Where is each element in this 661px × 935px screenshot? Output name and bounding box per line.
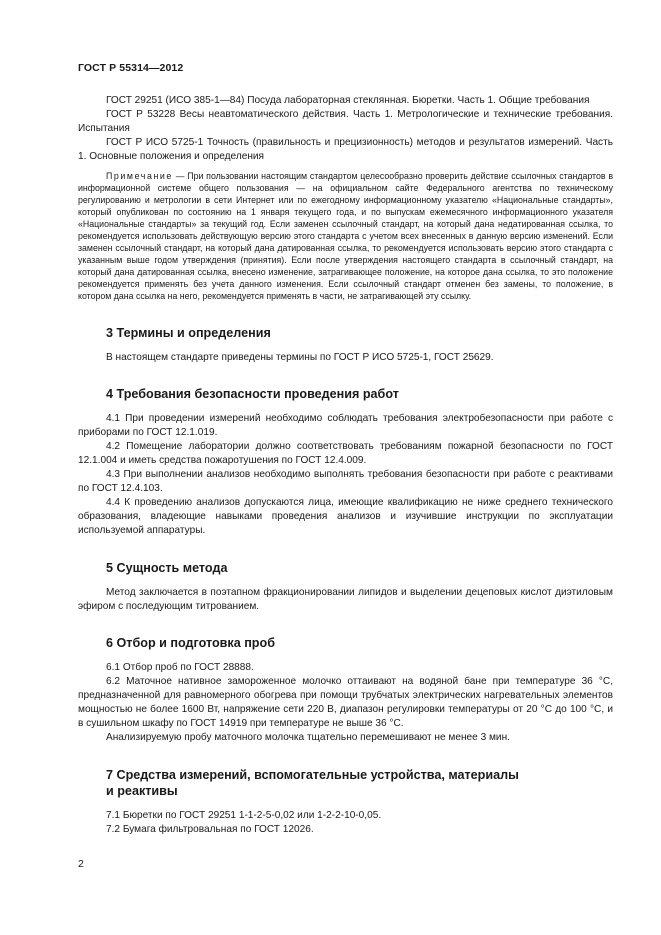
reference-item: ГОСТ 29251 (ИСО 385-1—84) Посуда лабораторная стеклянная. Бюретки. Часть 1. Общие требования (106, 95, 590, 106)
section-6-title: 6 Отбор и подготовка проб (106, 636, 275, 651)
section-4-paragraph: 4.2 Помещение лаборатории должно соответствовать требованиям пожарной безопасности по ГОСТ 12.1.004 и иметь средства пожаротушения по ГОСТ 12.4.009. (78, 441, 613, 467)
page-number: 2 (78, 858, 84, 870)
section-4-title: 4 Требования безопасности проведения работ (106, 387, 399, 402)
note-block (78, 170, 613, 303)
document-header: ГОСТ Р 55314—2012 (78, 62, 184, 74)
note-label: Примечание (106, 170, 173, 181)
section-7-title-line-2: и реактивы (106, 783, 178, 798)
section-4-paragraph: 4.3 При выполнении анализов необходимо выполнять требования безопасности при работе с реактивами по ГОСТ 12.4.103. (78, 469, 613, 494)
section-7-paragraph: 7.2 Бумага фильтровальная по ГОСТ 12026. (106, 823, 314, 835)
section-3-title: 3 Термины и определения (106, 325, 271, 340)
section-7-paragraph: 7.1 Бюретки по ГОСТ 29251 1-1-2-5-0,02 или 1-2-2-10-0,05. (106, 809, 382, 821)
section-6-paragraph: Анализируемую пробу маточного молочка тщательно перемешивают не менее 3 мин. (106, 731, 510, 743)
section-4-paragraph: 4.1 При проведении измерений необходимо соблюдать требования электробезопасности при работе с приборами по ГОСТ 12.1.019. (78, 413, 613, 439)
section-5-title: 5 Сущность метода (106, 560, 228, 575)
document-body (78, 94, 613, 837)
section-6-paragraph: 6.1 Отбор проб по ГОСТ 28888. (106, 662, 254, 674)
section-6-paragraph: 6.2 Маточное нативное замороженное молочко оттаивают на водяной бане при температуре 36 °С, предназначенной для равномерного обогрева при помощи трубчатых электрических нагревательных элементов мощностью не более 1600 Вт, напряжение сети 220 В, диапазон регулировки температуры от 20 °С до 100 °С, и в сушильном шкафу по ГОСТ 14919 при температуре не выше 36 °С. (78, 676, 613, 730)
section-3-paragraph: В настоящем стандарте приведены термины по ГОСТ Р ИСО 5725-1, ГОСТ 25629. (106, 351, 494, 363)
reference-item: ГОСТ Р ИСО 5725-1 Точность (правильность и прецизионность) методов и результатов измерений. Часть 1. Основные положения и определения (78, 136, 613, 162)
note-text: — При пользовании настоящим стандартом целесообразно проверить действие ссылочных стандартов в информационной системе общего пользования — на официальном сайте Федерального агентства по техническому регулированию и метрологии в сети Интернет или по ежегодному информационному указателю «Национальные стандарты», который опубликован по состоянию на 1 января текущего года, и по выпускам ежемесячного информационного указателя «Национальные стандарты» за текущий год. Если заменен ссылочный стандарт, на который дана недатированная ссылка, то рекомендуется использовать действующую версию этого стандарта с учетом всех внесенных в данную версию изменений. Если заменен ссылочный стандарт, на который дана датированная ссылка, то рекомендуется использовать версию этого стандарта с указанным выше годом утверждения (принятия). Если после утверждения настоящего стандарта в ссылочный стандарт, на который дана датированная ссылка, внесено изменение, затрагивающее положение, на которое дана ссылка, то это положение рекомендуется применять без учета данного изменения. Если ссылочный стандарт отменен без замены, то положение, в котором дана ссылка на него, рекомендуется применять в части, не затрагивающей эту ссылку. (78, 170, 613, 302)
section-7-title-line-1: 7 Средства измерений, вспомогательные устройства, материалы (106, 767, 519, 782)
reference-item: ГОСТ Р 53228 Весы неавтоматического действия. Часть 1. Метрологические и технические требования. Испытания (78, 108, 613, 134)
section-7-title (78, 767, 613, 799)
section-5-paragraph: Метод заключается в поэтапном фракционировании липидов и выделении децеповых кислот диэтиловым эфиром с последующим титрованием. (78, 586, 613, 612)
section-4-paragraph: 4.4 К проведению анализов допускаются лица, имеющие квалификацию не ниже среднего технического образования, владеющие навыками проведения анализов и изучившие инструкции по эксплуатации используемой аппаратуры. (78, 496, 613, 536)
